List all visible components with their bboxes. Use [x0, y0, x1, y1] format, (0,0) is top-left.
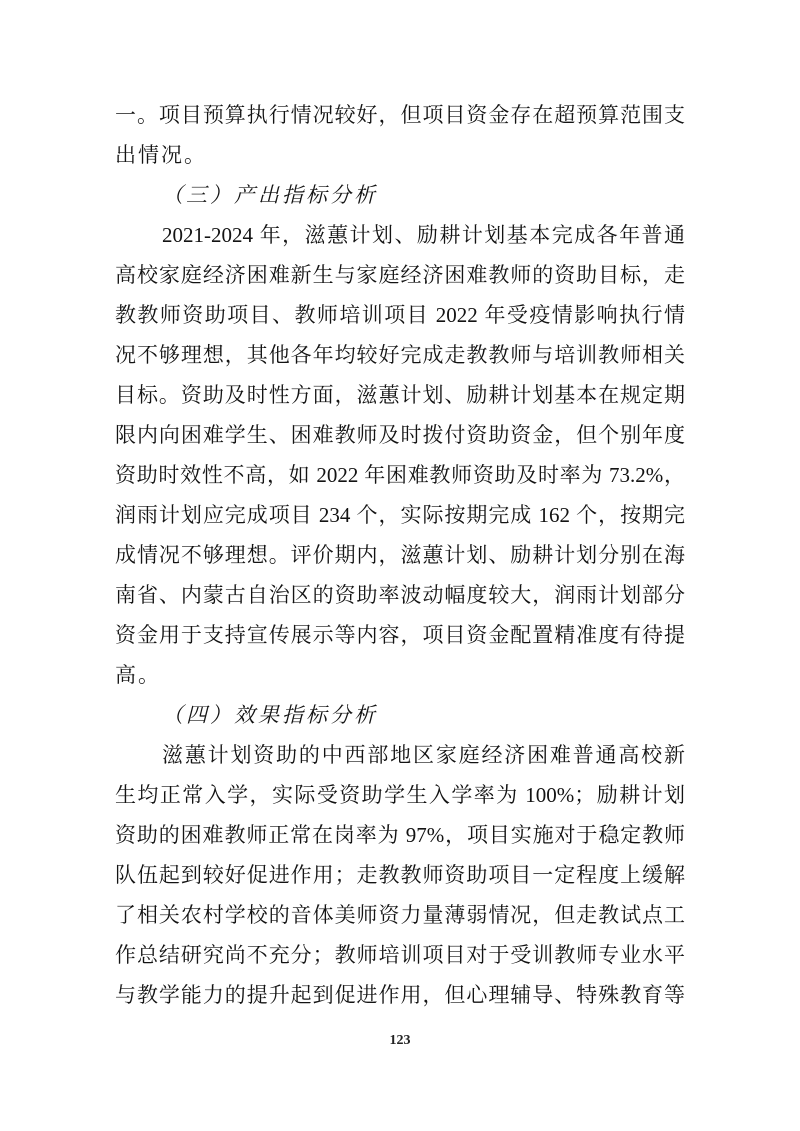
text-line: 成情况不够理想。评价期内，滋蕙计划、励耕计划分别在海 — [115, 543, 685, 567]
text-line: 2021-2024 年，滋蕙计划、励耕计划基本完成各年普通 — [162, 223, 685, 247]
text-line: 资金用于支持宣传展示等内容，项目资金配置精准度有待提 — [115, 623, 685, 647]
page-number: 123 — [389, 1033, 411, 1048]
text-line: 作总结研究尚不充分；教师培训项目对于受训教师专业水平 — [115, 943, 685, 967]
text-line: 润雨计划应完成项目 234 个，实际按期完成 162 个，按期完 — [115, 503, 685, 527]
text-line: 出情况。 — [115, 143, 207, 167]
text-line: 资助的困难教师正常在岗率为 97%，项目实施对于稳定教师 — [115, 823, 685, 847]
text-line: 了相关农村学校的音体美师资力量薄弱情况，但走教试点工 — [115, 903, 685, 927]
text-line: 资助时效性不高，如 2022 年困难教师资助及时率为 73.2%， — [115, 463, 685, 487]
section-heading: （三）产出指标分析 — [162, 183, 378, 207]
text-line: 南省、内蒙古自治区的资助率波动幅度较大，润雨计划部分 — [115, 583, 685, 607]
text-line: 滋蕙计划资助的中西部地区家庭经济困难普通高校新 — [162, 743, 685, 767]
text-line: 目标。资助及时性方面，滋蕙计划、励耕计划基本在规定期 — [115, 383, 685, 407]
page-footer — [0, 1028, 800, 1052]
text-line: 生均正常入学，实际受资助学生入学率为 100%；励耕计划 — [115, 783, 685, 807]
document-body-text — [115, 95, 685, 1015]
text-line: 况不够理想，其他各年均较好完成走教教师与培训教师相关 — [115, 343, 685, 367]
text-line: 限内向困难学生、困难教师及时拨付资助资金，但个别年度 — [115, 423, 685, 447]
section-heading: （四）效果指标分析 — [162, 703, 378, 727]
text-line: 教教师资助项目、教师培训项目 2022 年受疫情影响执行情 — [115, 303, 685, 327]
text-line: 高。 — [115, 663, 161, 687]
text-line: 队伍起到较好促进作用；走教教师资助项目一定程度上缓解 — [115, 863, 685, 887]
text-line: 高校家庭经济困难新生与家庭经济困难教师的资助目标，走 — [115, 263, 685, 287]
text-line: 一。项目预算执行情况较好，但项目资金存在超预算范围支 — [115, 103, 685, 127]
text-line: 与教学能力的提升起到促进作用，但心理辅导、特殊教育等 — [115, 983, 685, 1007]
